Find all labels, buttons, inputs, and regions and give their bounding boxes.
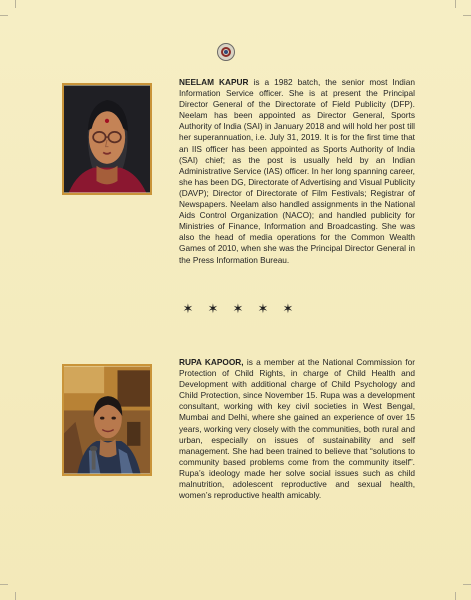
crop-mark xyxy=(463,584,471,585)
star-icon: ✶ xyxy=(257,301,269,316)
star-icon: ✶ xyxy=(207,301,219,316)
crop-mark xyxy=(15,592,16,600)
section-divider-stars xyxy=(180,301,300,317)
crop-mark xyxy=(463,15,471,16)
crop-mark xyxy=(455,0,456,8)
profile-bio-neelam xyxy=(179,77,415,266)
profile-name-rupa: RUPA KAPOOR, xyxy=(179,357,244,367)
crop-mark xyxy=(15,0,16,8)
portrait-woman-glasses-icon xyxy=(64,85,150,193)
profile-photo-neelam xyxy=(62,83,152,195)
crop-mark xyxy=(0,584,8,585)
profile-bio-text: is a member at the National Commission for Protection of Child Rights, in charge of Child Health and Development with additional charge of Child Psychology and Child Protection, since November 15. Rupa was a development consultant, working with key civil societies in West Bengal, Mumbai and Delhi, where she gained an experience of over 15 years, working very closely with the communities, both rural and urban, especially on issues of sustainability and self management. She had been trained to believe that “solutions to community based problems come from the community itself”. Rupa’s ideology made her solve social issues such as child malnutrition, adolescent reproductive and sexual health, women’s reproductive health amicably. xyxy=(179,357,415,501)
profile-bio-rupa xyxy=(179,357,415,501)
emblem-seal-icon xyxy=(217,43,235,61)
star-icon: ✶ xyxy=(232,301,244,316)
crop-mark xyxy=(0,15,8,16)
star-icon: ✶ xyxy=(182,301,194,316)
star-icon: ✶ xyxy=(282,301,294,316)
profile-photo-rupa xyxy=(62,364,152,476)
portrait-woman-microphone-icon xyxy=(64,366,150,474)
crop-mark xyxy=(455,592,456,600)
profile-bio-text: is a 1982 batch, the senior most Indian Information Service officer. She is at present the Principal Director General of the Directorate of Field Publicity (DFP). Neelam has been appointed as Director General, Sports Authority of India (SAI) in January 2018 and will hold her post till her superannuation, i.e. July 31, 2019. It is for the first time that an IIS officer has been appointed as Sports Authority of India (SAI) chief; as the post is usually held by an Indian Administrative Service (IAS) officer. In her long spanning career, she has been DG, Directorate of Advertising and Visual Publicity (DAVP); Director of Directorate of Film Festivals; Registrar of Newspapers. Neelam also handled assignments in the National Aids Control Organization (NACO); and handled publicity for Ministries of Finance, Information and Broadcasting. She was also the head of media operations for the Common Wealth Games of 2010, when she was the Principal Director General in the Press Information Bureau. xyxy=(179,77,415,265)
profile-name-neelam: NEELAM KAPUR xyxy=(179,77,249,87)
